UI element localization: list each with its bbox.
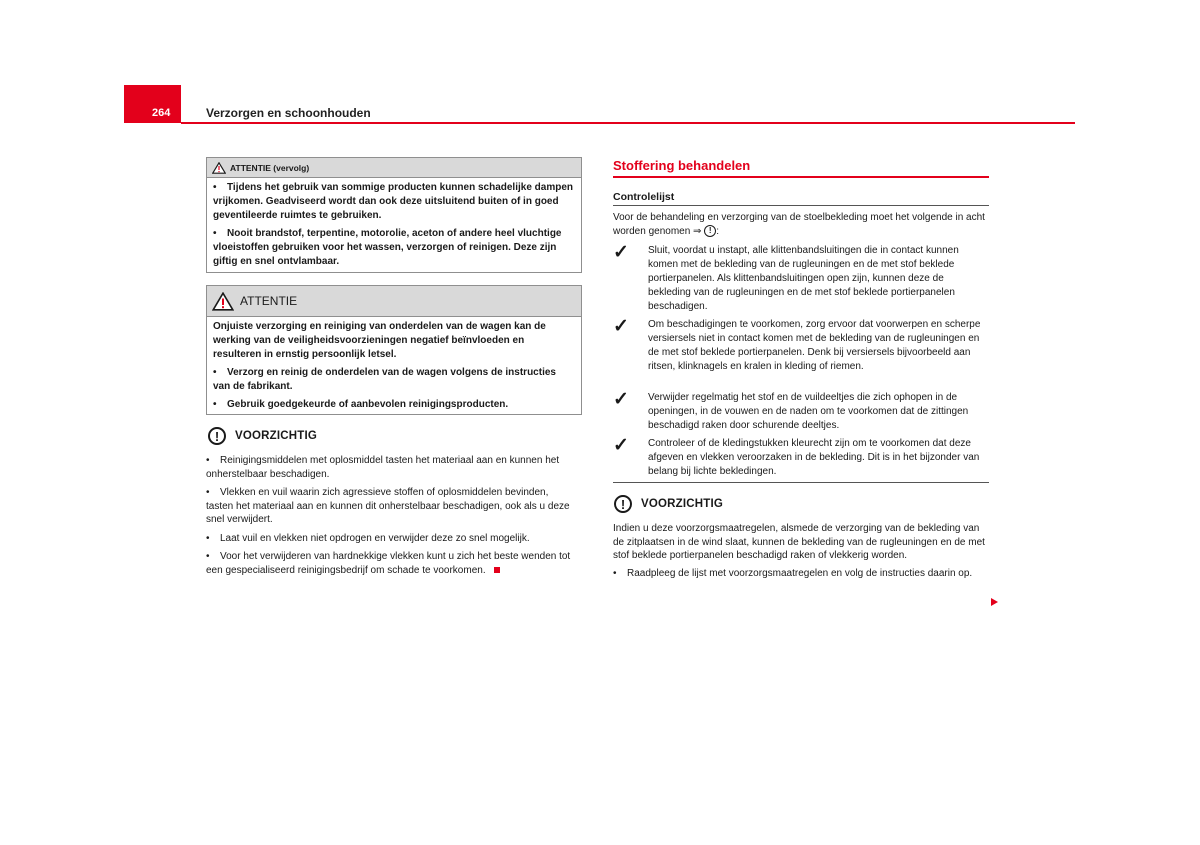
checkmark-icon: ✓ <box>613 435 629 456</box>
caution-header <box>614 495 723 513</box>
section-title: Stoffering behandelen <box>613 158 751 173</box>
warning-box <box>206 285 582 415</box>
warning-triangle-icon <box>212 162 226 174</box>
checklist-item: ✓ Sluit, voordat u instapt, alle klittenbandsluitingen die in contact kunnen komen met de bekleding van de rugleuningen en de met stof beklede portierpanelen. Als klittenbandsluitingen open zijn, kunnen deze de bekleding van de rugleuningen en de met stof beklede portierpanelen beschadigen. <box>613 242 959 312</box>
caution-item: • Voor het verwijderen van hardnekkige vlekken kunt u zich het beste wenden tot een gespecialiseerd reinigingsbedrijf om schade te voorkomen. <box>206 551 571 576</box>
warning-box-header <box>207 158 581 178</box>
warning-item: • Gebruik goedgekeurde of aanbevolen reinigingsproducten. <box>213 399 509 410</box>
warning-box-title: ATTENTIE (vervolg) <box>230 162 310 173</box>
checklist-item: ✓ Controleer of de kledingstukken kleurecht zijn om te voorkomen dat deze afgeven en vlekken veroorzaken in de bekleding. Dit is in het bijzonder van belang bij lichte bekledingen. <box>613 435 980 477</box>
warning-box-title: ATTENTIE <box>240 294 298 308</box>
caution-text: Indien u deze voorzorgsmaatregelen, alsmede de verzorging van de bekleding van de zitplaatsen in de wind slaat, kunnen de bekleding van de rugleuningen en de met stof beklede portierpanelen beschadigd raken of vlekkerig worden. <box>613 523 985 561</box>
warning-box-header <box>207 286 581 317</box>
section-end-marker <box>494 567 500 573</box>
caution-reference-icon: ! <box>704 225 716 237</box>
checklist-intro: Voor de behandeling en verzorging van de stoelbekleding moet het volgende in acht worden genomen ⇒ ! : <box>613 212 985 237</box>
caution-header <box>208 427 317 445</box>
checkmark-icon: ✓ <box>613 242 629 263</box>
caution-icon: ! <box>614 495 632 513</box>
caution-icon: ! <box>208 427 226 445</box>
continue-arrow-icon <box>991 598 998 606</box>
checklist-end-rule <box>613 482 989 483</box>
warning-box-continued <box>206 157 582 273</box>
caution-item: • Laat vuil en vlekken niet opdrogen en verwijder deze zo snel mogelijk. <box>206 532 530 544</box>
page-number: 264 <box>152 107 171 119</box>
subsection-rule <box>613 205 989 206</box>
checkmark-icon: ✓ <box>613 316 629 337</box>
header-rule <box>181 122 1075 124</box>
caution-body <box>613 522 985 584</box>
caution-title: VOORZICHTIG <box>235 430 318 442</box>
caution-title: VOORZICHTIG <box>641 498 724 510</box>
warning-triangle-icon <box>212 292 234 311</box>
section-title-rule <box>613 176 989 178</box>
warning-item: • Verzorg en reinig de onderdelen van de wagen volgens de instructies van de fabrikant. <box>213 367 556 392</box>
warning-item: • Tijdens het gebruik van sommige producten kunnen schadelijke dampen vrijkomen. Geadviseerd wordt dan ook deze uitsluitend buiten of in goed geventileerde ruimtes te gebruiken. <box>213 182 574 221</box>
chapter-title: Verzorgen en schoonhouden <box>206 106 371 120</box>
warning-item: • Nooit brandstof, terpentine, motorolie, aceton of andere heel vluchtige vloeistoffen gebruiken voor het wassen, verzorgen of reinigen. Deze zijn giftig en snel ontvlambaar. <box>213 228 562 267</box>
checkmark-icon: ✓ <box>613 389 629 410</box>
caution-item: • Raadpleeg de lijst met voorzorgsmaatregelen en volg de instructies daarin op. <box>613 567 973 579</box>
warning-intro: Onjuiste verzorging en reiniging van onderdelen van de wagen kan de werking van de veiligheidsvoorzieningen negatief beïnvloeden en resulteren in ernstig persoonlijk letsel. <box>213 321 546 360</box>
checklist-item: ✓ Verwijder regelmatig het stof en de vuildeeltjes die zich ophopen in de openingen, in de vouwen en de naden om te voorkomen dat de zittingen beschadigd raken door schurende deeltjes. <box>613 389 969 431</box>
caution-body <box>206 454 578 582</box>
caution-item: • Reinigingsmiddelen met oplosmiddel tasten het materiaal aan en kunnen het onherstelbaar beschadigen. <box>206 455 560 480</box>
caution-item: • Vlekken en vuil waarin zich agressieve stoffen of oplosmiddelen bevinden, tasten het materiaal aan en kunnen dit onherstelbaar beschadigen, ook als u deze snel verwijdert. <box>206 487 570 525</box>
subsection-title: Controlelijst <box>613 191 675 203</box>
checklist-item: ✓ Om beschadigingen te voorkomen, zorg ervoor dat voorwerpen en scherpe versiersels niet in contact komen met de bekleding van de rugleuningen en de met stof beklede portierpanelen. Denk bij versiersels bijvoorbeeld aan ritsen, klinknagels en kralen in kleding of riemen. <box>613 316 981 372</box>
